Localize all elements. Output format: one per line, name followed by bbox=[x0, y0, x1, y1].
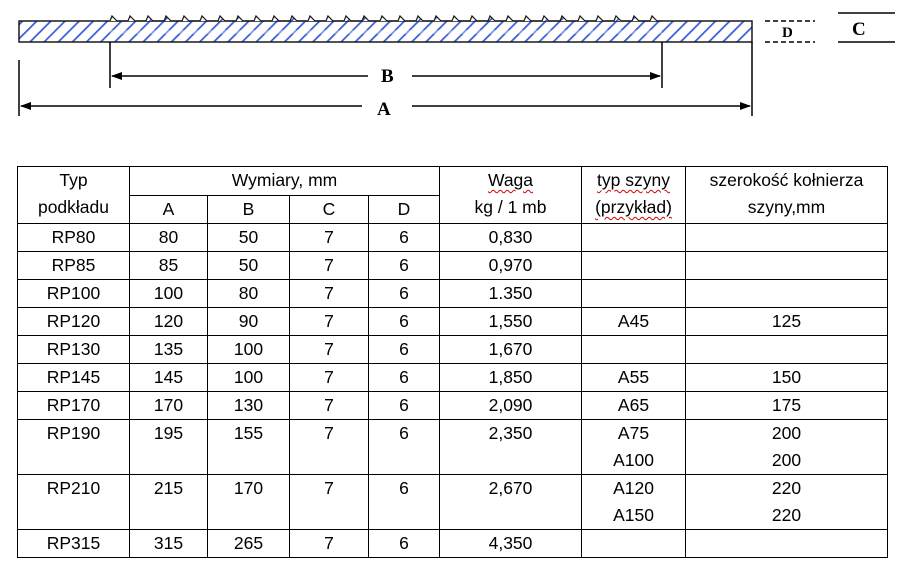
cell-c: 7 bbox=[290, 280, 369, 308]
cell-weight: 2,350 bbox=[440, 420, 582, 475]
cell-a: 170 bbox=[130, 392, 208, 420]
cell-c: 7 bbox=[290, 475, 369, 530]
header-dimensions: Wymiary, mm bbox=[130, 167, 440, 196]
cell-c: 7 bbox=[290, 364, 369, 392]
cell-d: 6 bbox=[369, 475, 440, 530]
cell-b: 100 bbox=[208, 336, 290, 364]
cell-flange bbox=[686, 252, 888, 280]
header-col-c: C bbox=[290, 196, 369, 224]
cell-type: RP130 bbox=[18, 336, 130, 364]
dimension-b-label: B bbox=[381, 66, 394, 87]
cell-a: 135 bbox=[130, 336, 208, 364]
table-row bbox=[18, 364, 888, 392]
cell-weight: 1,670 bbox=[440, 336, 582, 364]
cell-weight: 0,970 bbox=[440, 252, 582, 280]
cell-flange-line: 200 bbox=[771, 450, 802, 470]
cell-flange bbox=[686, 364, 888, 392]
cell-rail-line: A120 bbox=[613, 478, 654, 498]
cell-c: 7 bbox=[290, 392, 369, 420]
header-col-b: B bbox=[208, 196, 290, 224]
dimension-d-label: D bbox=[782, 25, 793, 41]
cell-weight: 0,830 bbox=[440, 224, 582, 252]
cell-rail bbox=[582, 475, 686, 530]
cell-a: 195 bbox=[130, 420, 208, 475]
cell-d: 6 bbox=[369, 392, 440, 420]
cell-type: RP190 bbox=[18, 420, 130, 475]
cell-rail bbox=[582, 336, 686, 364]
cell-rail-line: A100 bbox=[613, 450, 654, 470]
cell-a: 85 bbox=[130, 252, 208, 280]
table-row bbox=[18, 420, 888, 475]
cell-type: RP210 bbox=[18, 475, 130, 530]
cell-b: 130 bbox=[208, 392, 290, 420]
cell-type: RP120 bbox=[18, 308, 130, 336]
cell-weight: 1,550 bbox=[440, 308, 582, 336]
cell-rail-line: A150 bbox=[613, 505, 654, 525]
cell-flange-line: 150 bbox=[771, 367, 802, 387]
cell-a: 145 bbox=[130, 364, 208, 392]
cell-d: 6 bbox=[369, 530, 440, 558]
cell-a: 120 bbox=[130, 308, 208, 336]
header-rail-type: typ szyny (przykład) bbox=[582, 167, 686, 224]
header-flange-width: szerokość kołnierza szyny,mm bbox=[686, 167, 888, 224]
table-row bbox=[18, 392, 888, 420]
cell-type: RP145 bbox=[18, 364, 130, 392]
cell-rail-line: A45 bbox=[617, 311, 650, 331]
cell-weight: 1,850 bbox=[440, 364, 582, 392]
table-row bbox=[18, 224, 888, 252]
cell-d: 6 bbox=[369, 280, 440, 308]
cell-rail-line: A65 bbox=[617, 395, 650, 415]
cell-d: 6 bbox=[369, 420, 440, 475]
cell-weight: 2,090 bbox=[440, 392, 582, 420]
cell-flange bbox=[686, 530, 888, 558]
cell-b: 50 bbox=[208, 252, 290, 280]
cell-flange bbox=[686, 475, 888, 530]
cell-a: 80 bbox=[130, 224, 208, 252]
cell-a: 315 bbox=[130, 530, 208, 558]
cell-b: 80 bbox=[208, 280, 290, 308]
header-col-a: A bbox=[130, 196, 208, 224]
cell-flange-line: 220 bbox=[771, 478, 802, 498]
cell-type: RP315 bbox=[18, 530, 130, 558]
cell-rail bbox=[582, 252, 686, 280]
cell-rail bbox=[582, 280, 686, 308]
cell-d: 6 bbox=[369, 308, 440, 336]
cell-weight: 1.350 bbox=[440, 280, 582, 308]
cell-weight: 4,350 bbox=[440, 530, 582, 558]
header-col-d: D bbox=[369, 196, 440, 224]
cell-rail-line: A75 bbox=[617, 423, 650, 443]
cell-d: 6 bbox=[369, 364, 440, 392]
table-row bbox=[18, 336, 888, 364]
cell-c: 7 bbox=[290, 420, 369, 475]
cell-type: RP80 bbox=[18, 224, 130, 252]
table-row bbox=[18, 475, 888, 530]
cell-c: 7 bbox=[290, 530, 369, 558]
table-row bbox=[18, 252, 888, 280]
cell-flange bbox=[686, 224, 888, 252]
cell-flange-line: 125 bbox=[771, 311, 802, 331]
cell-rail bbox=[582, 530, 686, 558]
cell-rail bbox=[582, 420, 686, 475]
table-row bbox=[18, 280, 888, 308]
cell-c: 7 bbox=[290, 252, 369, 280]
table-row bbox=[18, 530, 888, 558]
dimension-a-label: A bbox=[377, 99, 391, 120]
cell-type: RP100 bbox=[18, 280, 130, 308]
table-row bbox=[18, 308, 888, 336]
header-type: Typ podkładu bbox=[18, 167, 130, 224]
cell-flange bbox=[686, 392, 888, 420]
cell-rail bbox=[582, 392, 686, 420]
cell-flange-line: 220 bbox=[771, 505, 802, 525]
cell-rail-line: A55 bbox=[617, 367, 650, 387]
cell-weight: 2,670 bbox=[440, 475, 582, 530]
cell-a: 100 bbox=[130, 280, 208, 308]
cell-d: 6 bbox=[369, 224, 440, 252]
cell-flange bbox=[686, 280, 888, 308]
cell-a: 215 bbox=[130, 475, 208, 530]
cell-d: 6 bbox=[369, 252, 440, 280]
cell-flange bbox=[686, 420, 888, 475]
cell-b: 265 bbox=[208, 530, 290, 558]
cell-c: 7 bbox=[290, 308, 369, 336]
cell-flange-line: 200 bbox=[771, 423, 802, 443]
cell-flange bbox=[686, 308, 888, 336]
cell-b: 90 bbox=[208, 308, 290, 336]
header-weight: Waga kg / 1 mb bbox=[440, 167, 582, 224]
cell-c: 7 bbox=[290, 224, 369, 252]
cell-rail bbox=[582, 308, 686, 336]
cell-d: 6 bbox=[369, 336, 440, 364]
cell-type: RP85 bbox=[18, 252, 130, 280]
cell-b: 100 bbox=[208, 364, 290, 392]
cell-c: 7 bbox=[290, 336, 369, 364]
rail-pad-diagram bbox=[0, 0, 898, 160]
cell-b: 170 bbox=[208, 475, 290, 530]
cell-b: 50 bbox=[208, 224, 290, 252]
specification-table bbox=[17, 166, 888, 558]
cell-flange bbox=[686, 336, 888, 364]
cell-type: RP170 bbox=[18, 392, 130, 420]
dimension-c-label: C bbox=[852, 19, 866, 40]
pad-cross-section bbox=[19, 16, 752, 42]
cell-rail bbox=[582, 224, 686, 252]
cell-flange-line: 175 bbox=[771, 395, 802, 415]
cell-rail bbox=[582, 364, 686, 392]
cell-b: 155 bbox=[208, 420, 290, 475]
